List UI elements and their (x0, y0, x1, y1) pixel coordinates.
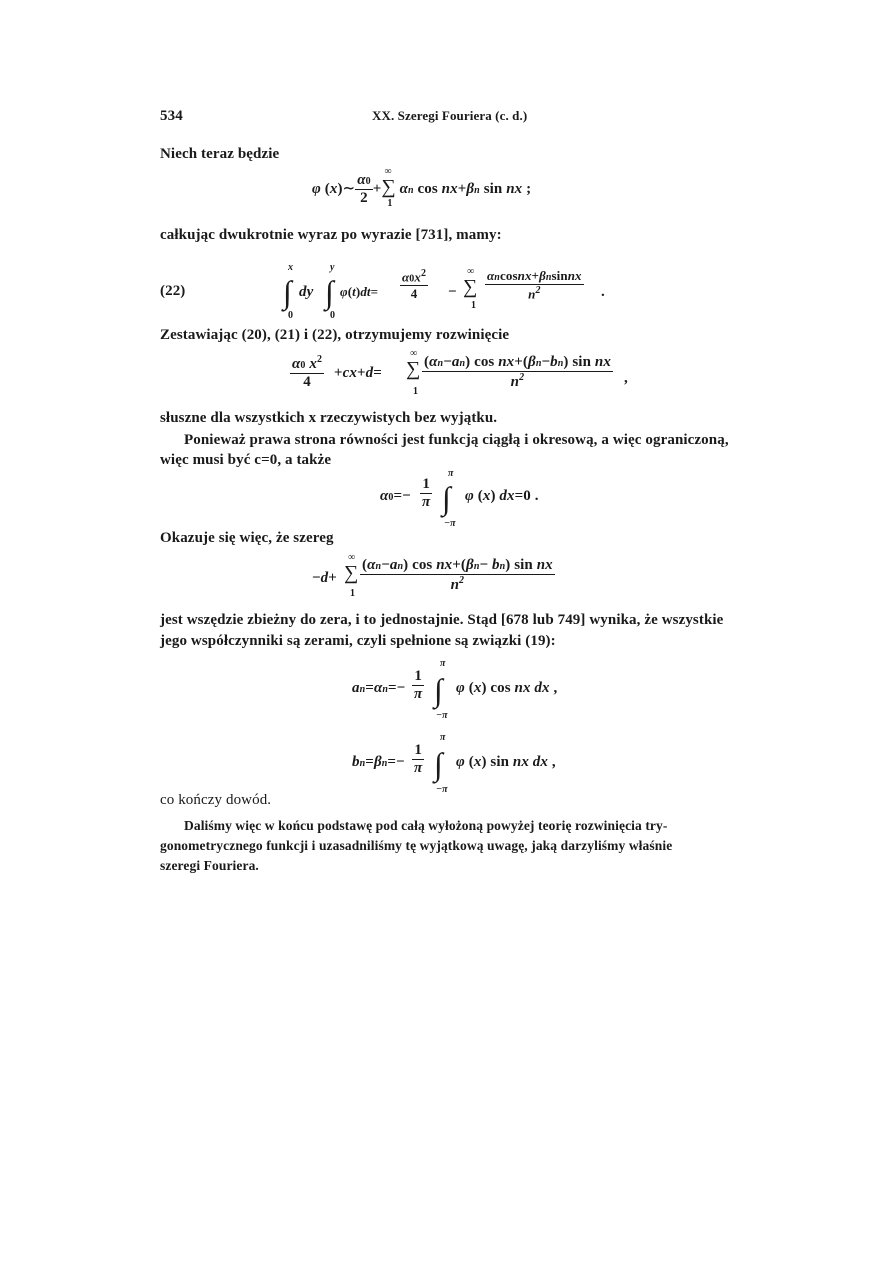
equation-zero-series: −d+ ∑ ∞ 1 $\frac{\text{(αn−an) cos nx+(βn− bn) sin nx}}{n^2}$ (312, 552, 553, 599)
equation-expansion: $\frac{\alpha 0 x^2}{4}$ +cx+d= ∑ ∞ 1 $\frac{\text{(αn−an) cos nx+(βn−bn) sin nx}}{n^2}$ , (292, 348, 628, 397)
turns-out-text: Okazuje się więc, że szereg (160, 530, 334, 546)
equation-22-label: (22) (160, 283, 186, 299)
equation-22: x 0 ∫ dy y 0 ∫ φ(t)dt= $\frac{\alpha 0x^2}{4}$ − ∑ ∞ 1 $\frac{\text{αncosnx+βnsinnx}}{n^2}$ . (283, 262, 605, 321)
equation-an: an=αn=− $\frac{1}{\pi}$ π ∫ −π φ (x) cos nx dx , (352, 658, 558, 721)
valid-text: słuszne dla wszystkich x rzeczywistych bez wyjątku. (160, 410, 498, 426)
equation-fourier-series: φ (x)∼ $\frac{\alpha 0}{2}$ +∑ ∞ 1 αn cos nx+βn sin nx ; (312, 165, 532, 209)
intro-text: Niech teraz będzie (160, 146, 280, 162)
closing-text-line1: Daliśmy więc w końcu podstawę pod całą wyłożoną powyżej teorię rozwinięcia try- (184, 818, 668, 833)
equation-alpha0: α0=− $\frac{1}{\pi}$ π ∫ −π φ (x) dx=0 . (380, 468, 539, 529)
running-title: XX. Szeregi Fouriera (c. d.) (372, 108, 528, 123)
end-proof-text: co kończy dowód. (160, 792, 272, 808)
converges-text-line1: jest wszędzie zbieżny do zera, i to jednostajnie. Stąd [678 lub 749] wynika, że wszystkie (160, 612, 724, 628)
combining-text: Zestawiając (20), (21) i (22), otrzymujemy rozwinięcie (160, 327, 510, 343)
page-number: 534 (160, 108, 183, 124)
closing-text-line3: szeregi Fouriera. (160, 858, 259, 873)
converges-text-line2: jego współczynniki są zerami, czyli spełnione są związki (19): (160, 633, 556, 649)
integration-text: całkując dwukrotnie wyraz po wyrazie [731], mamy: (160, 227, 502, 243)
since-text-line2: więc musi być c=0, a także (160, 452, 332, 468)
since-text-line1: Ponieważ prawa strona równości jest funkcją ciągłą i okresową, a więc ograniczoną, (184, 432, 729, 448)
closing-text-line2: gonometrycznego funkcji i uzasadniliśmy tę wyjątkową uwagę, jaką darzyliśmy właśnie (160, 838, 673, 853)
equation-bn: bn=βn=− $\frac{1}{\pi}$ π ∫ −π φ (x) sin nx dx , (352, 732, 556, 795)
